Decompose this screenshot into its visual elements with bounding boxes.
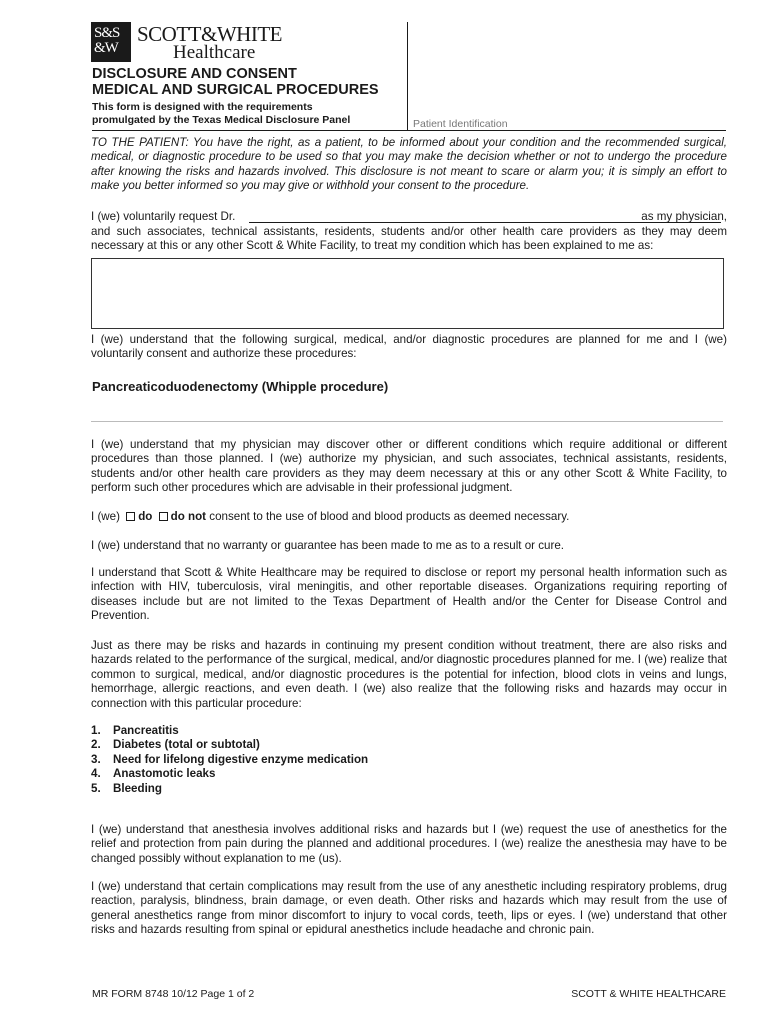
intro-paragraph: TO THE PATIENT: You have the right, as a patient, to be informed about your condition and the recommended surgical, medical, or diagnostic procedure to be used so that you may make the decision whether or not to undergo the procedure after knowing the risks and hazards involved. This disclosure is not meant to scare or alarm you; it is simply an effort to make you better informed so you may give or withhold your consent to the procedure.	[91, 136, 727, 193]
blood-prefix: I (we)	[91, 510, 120, 523]
risk-list	[91, 724, 368, 796]
logo-mark	[91, 22, 131, 62]
procedure-divider	[91, 421, 723, 422]
form-id: MR FORM 8748 10/12 Page 1 of 2	[92, 988, 255, 1000]
blood-do-not-label: do not	[170, 510, 207, 523]
form-subtitle	[92, 101, 350, 127]
risk-item: 3. Need for lifelong digestive enzyme medication	[91, 752, 369, 766]
patient-identification-label: Patient Identification	[413, 118, 508, 130]
header-divider-horizontal	[92, 130, 726, 131]
header-divider-vertical	[407, 22, 408, 130]
logo-line-1: S&S	[94, 25, 120, 41]
risk-item: 5. Bleeding	[91, 781, 162, 795]
warranty-paragraph: I (we) understand that no warranty or guarantee has been made to me as to a result or cure.	[91, 539, 565, 552]
blood-consent-line	[91, 510, 569, 524]
brand-name: SCOTT&WHITE	[137, 22, 282, 46]
request-continuation: and such associates, technical assistants, residents, students and/or other health care providers as they may deem necessary at this or any other Scott & White Facility, to treat my condition which has been explained to me as:	[91, 225, 727, 253]
blood-do-not-checkbox[interactable]	[159, 512, 168, 521]
anesthesia-paragraph-2: I (we) understand that certain complications may result from the use of any anesthetic including respiratory problems, drug reaction, paralysis, blindness, brain damage, or even death. Other risks and hazards which may result from the use of general anesthetics range from minor discomfort to injury to vocal cords, teeth, lips or eyes. I (we) understand that other risks and hazards resulting from spinal or epidural anesthetics include headache and chronic pain.	[91, 880, 727, 937]
title-line-1: DISCLOSURE AND CONSENT	[92, 66, 297, 82]
condition-description-field[interactable]	[91, 258, 724, 329]
procedure-name: Pancreaticoduodenectomy (Whipple procedure)	[92, 379, 389, 394]
subtitle-line-2: promulgated by the Texas Medical Disclosure Panel	[92, 114, 351, 126]
risks-paragraph: Just as there may be risks and hazards in continuing my present condition without treatment, there are also risks and hazards related to the performance of the surgical, medical, and/or diagnostic procedures planned for me. I (we) realize that common to surgical, medical, and/or diagnostic procedures is the potential for infection, blood clots in veins and lungs, hemorrhage, allergic reactions, and even death. I (we) also realize that the following risks and hazards may occur in connection with this particular procedure:	[91, 639, 727, 710]
risk-item: 1. Pancreatitis	[91, 724, 179, 737]
request-prefix: I (we) voluntarily request Dr.	[91, 210, 236, 223]
brand-subname: Healthcare	[173, 42, 256, 63]
risk-item: 2. Diabetes (total or subtotal)	[91, 738, 260, 752]
other-conditions-paragraph: I (we) understand that my physician may discover other or different conditions which require additional or different procedures than those planned. I (we) authorize my physician, and such associates, technical assistants, residents, students and/or other health care providers as they may deem necessary at this or any other Scott & White Facility, to perform such other procedures which are advisable in their professional judgment.	[91, 438, 727, 495]
request-suffix: as my physician,	[641, 210, 727, 223]
blood-do-label: do	[138, 510, 153, 523]
footer-organization: SCOTT & WHITE HEALTHCARE	[571, 988, 726, 1000]
risk-item: 4. Anastomotic leaks	[91, 767, 216, 781]
form-title	[92, 66, 379, 98]
subtitle-line-1: This form is designed with the requirements	[92, 101, 313, 113]
logo-line-2: &W	[94, 40, 118, 56]
disclosure-paragraph: I understand that Scott & White Healthcare may be required to disclose or report my personal health information such as infection with HIV, tuberculosis, viral meningitis, and other reportable diseases. Organizations requiring reporting of diseases include but are not limited to the Texas Department of Health and/or the Center for Disease Control and Prevention.	[91, 566, 727, 623]
anesthesia-paragraph-1: I (we) understand that anesthesia involves additional risks and hazards but I (we) request the use of anesthetics for the relief and protection from pain during the planned and additional procedures. I (we) realize the anesthesia may have to be changed possibly without explanation to me (us).	[91, 823, 727, 865]
planned-procedures-paragraph: I (we) understand that the following surgical, medical, and/or diagnostic procedures are planned for me and I (we) voluntarily consent and authorize these procedures:	[91, 333, 727, 361]
blood-suffix: consent to the use of blood and blood products as deemed necessary.	[209, 510, 570, 523]
blood-do-checkbox[interactable]	[126, 512, 135, 521]
title-line-2: MEDICAL AND SURGICAL PROCEDURES	[92, 82, 379, 98]
